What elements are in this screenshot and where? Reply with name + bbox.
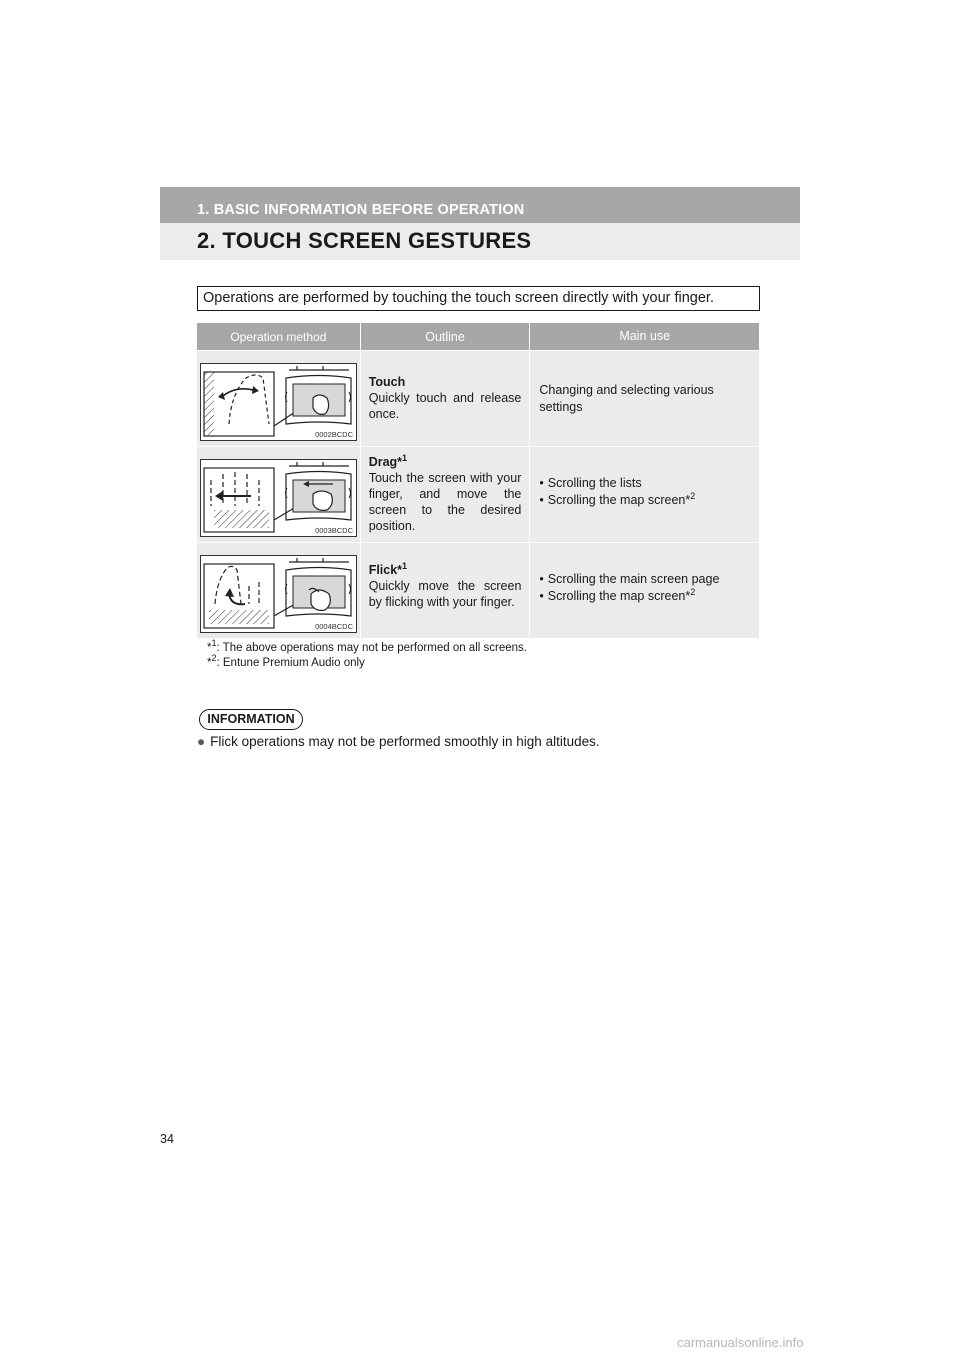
table-row-flick [197,542,759,638]
gesture-outline: Quickly touch and release once. [368,391,522,421]
column-header-main-use: Main use [619,329,671,343]
gesture-outline: Touch the screen with your finger, and move the screen to the desired position. [368,471,522,533]
footnotes [207,638,527,671]
table-row-touch [197,350,759,446]
list-item: • Scrolling the lists [539,475,750,492]
list-item: • Scrolling the map screen*$^2$ [539,588,750,605]
list-item: • Scrolling the map screen*$^2$ [539,492,750,509]
gesture-name: Touch [368,375,406,389]
column-header-outline: Outline [361,323,531,350]
gesture-outline: Quickly move the screen by flicking with your finger. [368,579,522,609]
image-code: 0003BCDC [315,526,353,535]
bullet-icon: ● [197,734,206,749]
main-use-text: Changing and selecting various settings [539,383,714,414]
outline-cell [361,543,531,638]
touch-gesture-illustration [200,363,357,441]
main-use-list [539,475,750,509]
footnote-2: *$^2$: Entune Premium Audio only [207,653,365,669]
column-header-method: Operation method [197,323,361,350]
outline-cell [361,351,531,446]
page-number: 34 [160,1132,174,1146]
table-header [197,323,759,350]
outline-cell [361,447,531,542]
information-item: ● Flick operations may not be performed smoothly in high altitudes. [197,734,600,749]
page-title-bar [160,223,800,260]
image-code: 0004BCDC [315,622,353,631]
image-code: 0002BCDC [315,430,353,439]
list-item: • Scrolling the main screen page [539,571,750,588]
main-use-cell [530,447,759,542]
section-title: 1. BASIC INFORMATION BEFORE OPERATION [197,202,525,218]
watermark: carmanualsonline.info [677,1335,804,1350]
gestures-table [197,323,759,638]
method-cell [197,447,361,542]
footnote-1: *$^1$: The above operations may not be performed on all screens. [207,638,527,654]
main-use-list [539,571,750,605]
intro-box: Operations are performed by touching the touch screen directly with your finger. [197,286,760,311]
drag-gesture-illustration [200,459,357,537]
main-use-cell [530,351,759,446]
section-header-bar [160,187,800,223]
flick-gesture-illustration [200,555,357,633]
gesture-name: Flick*$^1$ [368,560,408,577]
gesture-name: Drag*$^1$ [368,452,408,469]
page-title: 2. TOUCH SCREEN GESTURES [197,228,532,253]
method-cell [197,351,361,446]
information-badge: INFORMATION [199,709,303,730]
table-row-drag [197,446,759,542]
method-cell [197,543,361,638]
main-use-cell [530,543,759,638]
